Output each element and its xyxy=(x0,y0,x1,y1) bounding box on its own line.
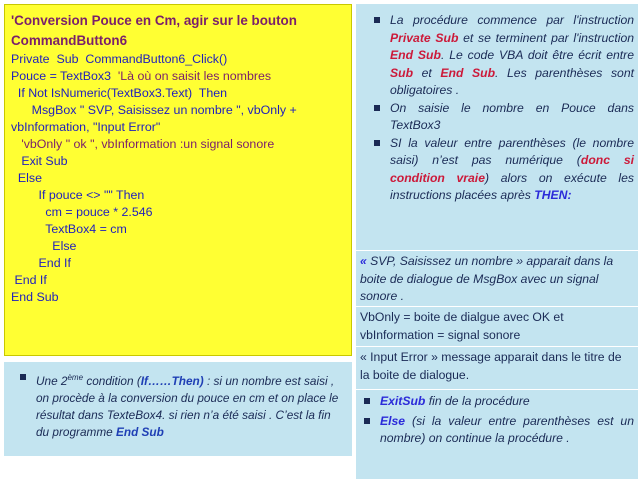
bullet-text: . Les parenthèses sont obligatoires . xyxy=(390,65,634,97)
code-line: vbInformation, "Input Error" xyxy=(11,120,161,134)
bullet-text: et se terminent par l'instruction xyxy=(458,30,634,45)
square-bullet-icon xyxy=(364,398,370,404)
divider xyxy=(356,346,638,347)
code-line: cm = pouce * 2.546 xyxy=(11,205,153,219)
square-bullet-icon xyxy=(20,374,26,380)
paragraph-text: SVP, Saisissez un nombre » apparait dans la boite de dialogue de MsgBox avec un signal sonore . xyxy=(360,254,614,303)
square-bullet-icon xyxy=(374,17,380,23)
bullet-item xyxy=(366,12,634,100)
paragraph-vbonly: VbOnly = boite de dialgue avec OK et vbInformation = signal sonore xyxy=(360,310,564,342)
code-text: Pouce = TextBox3 xyxy=(11,69,118,83)
bullet-item xyxy=(18,369,344,441)
left-note-box xyxy=(4,362,352,456)
keyword-end-sub: End Sub xyxy=(116,424,164,439)
paragraph-msgbox xyxy=(360,253,634,306)
code-box xyxy=(4,4,352,356)
keyword-sub: Sub xyxy=(390,65,414,80)
bullet-list-2 xyxy=(356,393,634,448)
square-bullet-icon xyxy=(374,140,380,146)
divider xyxy=(356,306,638,307)
bullet-item xyxy=(366,135,634,205)
keyword-end-sub: End Sub xyxy=(390,48,441,62)
note-text: : si un nombre est saisi , on procède à la conversion du pouce en cm et on place le résultat dans TexteBox4. si rien n’a été saisi . C’est la fin du programme xyxy=(36,373,339,439)
bullet-text: et xyxy=(413,65,441,80)
bullet-text: On saisie le nombre en Pouce dans TextBox3 xyxy=(390,100,634,132)
code-comment-line: 'vbOnly " ok ", vbInformation :un signal sonore xyxy=(11,137,275,151)
code-line: End If xyxy=(11,273,47,287)
keyword-private-sub: Private Sub xyxy=(390,30,459,45)
bullet-text: (si la valeur entre parenthèses est un nombre) on continue la procédure . xyxy=(380,413,634,445)
code-line: Else xyxy=(11,239,77,253)
bullet-list xyxy=(366,12,634,205)
code-line: Exit Sub xyxy=(11,154,68,168)
quote-mark: « xyxy=(360,254,371,268)
code-line: Private Sub CommandButton6_Click() xyxy=(11,52,228,66)
code-line: TextBox4 = cm xyxy=(11,222,127,236)
code-line xyxy=(11,68,347,85)
code-line: MsgBox " SVP, Saisissez un nombre ", vbOnly + xyxy=(11,103,297,117)
code-line: End Sub xyxy=(11,290,59,304)
right-explanation-panel xyxy=(356,4,638,479)
bullet-item xyxy=(356,393,634,411)
bullet-item xyxy=(356,413,634,448)
keyword-exitsub: ExitSub xyxy=(380,394,426,408)
code-comment: 'Là où on saisit les nombres xyxy=(117,69,272,83)
bullet-text: fin de la procédure xyxy=(425,394,530,408)
superscript: ème xyxy=(67,373,84,382)
code-line: End If xyxy=(11,256,71,270)
bullet-text: La procédure commence par l'instruction xyxy=(390,13,634,27)
code-line: Else xyxy=(11,171,42,185)
square-bullet-icon xyxy=(364,418,370,424)
note-text: condition ( xyxy=(83,373,141,388)
divider xyxy=(356,389,638,390)
keyword-then: THEN: xyxy=(534,188,572,202)
paragraph-input-error: « Input Error » message apparait dans le titre de la boite de dialogue. xyxy=(360,350,622,382)
highlight-condition: donc si condition vraie xyxy=(390,153,634,185)
code-title-line1: 'Conversion Pouce en Cm, agir sur le bouton xyxy=(11,13,297,28)
keyword-end-sub: End Sub xyxy=(440,65,496,80)
keyword-else: Else xyxy=(380,413,406,428)
divider xyxy=(356,250,638,251)
bullet-item xyxy=(366,100,634,135)
code-line: If Not IsNumeric(TextBox3.Text) Then xyxy=(11,86,227,100)
keyword-if-then: If……Then) xyxy=(140,373,204,388)
bullet-text: ) alors on exécute les instructions placées après xyxy=(390,170,635,202)
bullet-text: . Le code VBA doit être écrit entre xyxy=(440,48,634,62)
square-bullet-icon xyxy=(374,105,380,111)
note-text: Une 2 xyxy=(36,373,68,388)
code-line: If pouce <> "" Then xyxy=(11,188,145,202)
code-title-line2: CommandButton6 xyxy=(11,33,128,48)
bullet-text: SI la valeur entre parenthèses (le nombre saisi) n’est pas numérique ( xyxy=(390,135,634,167)
